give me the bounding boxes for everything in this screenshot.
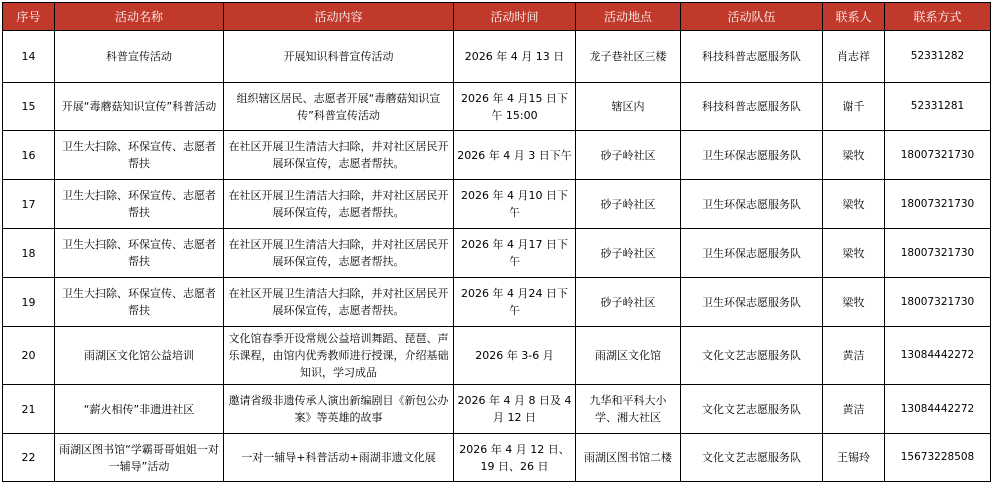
cell-activity-place: 雨湖区图书馆二楼 bbox=[576, 434, 681, 482]
cell-activity-name: 卫生大扫除、环保宣传、志愿者帮扶 bbox=[55, 229, 224, 278]
cell-contact-person: 梁牧 bbox=[823, 131, 885, 180]
cell-activity-time: 2026 年 4 月 8 日及 4 月 12 日 bbox=[454, 385, 576, 434]
header-activity-content: 活动内容 bbox=[224, 3, 454, 31]
cell-no: 22 bbox=[3, 434, 55, 482]
table-row bbox=[3, 278, 991, 327]
table-row bbox=[3, 229, 991, 278]
header-no: 序号 bbox=[3, 3, 55, 31]
cell-no: 14 bbox=[3, 31, 55, 83]
cell-activity-name: “薪火相传”非遗进社区 bbox=[55, 385, 224, 434]
cell-activity-name: 开展“毒蘑菇知识宣传”科普活动 bbox=[55, 83, 224, 131]
cell-contact-person: 梁牧 bbox=[823, 278, 885, 327]
cell-activity-name: 卫生大扫除、环保宣传、志愿者帮扶 bbox=[55, 278, 224, 327]
table-row bbox=[3, 31, 991, 83]
cell-activity-time: 2026 年 4 月24 日下午 bbox=[454, 278, 576, 327]
cell-activity-name: 雨湖区文化馆公益培训 bbox=[55, 327, 224, 385]
cell-no: 15 bbox=[3, 83, 55, 131]
cell-contact-phone: 52331281 bbox=[885, 83, 991, 131]
cell-contact-phone: 52331282 bbox=[885, 31, 991, 83]
cell-activity-team: 文化文艺志愿服务队 bbox=[681, 327, 823, 385]
activity-schedule-table bbox=[2, 2, 991, 482]
header-activity-time: 活动时间 bbox=[454, 3, 576, 31]
header-contact-person: 联系人 bbox=[823, 3, 885, 31]
cell-contact-phone: 18007321730 bbox=[885, 229, 991, 278]
cell-no: 18 bbox=[3, 229, 55, 278]
cell-activity-place: 九华和平科大小学、湘大社区 bbox=[576, 385, 681, 434]
cell-activity-team: 卫生环保志愿服务队 bbox=[681, 229, 823, 278]
cell-activity-name: 雨湖区图书馆“学霸哥哥姐姐一对一辅导”活动 bbox=[55, 434, 224, 482]
cell-no: 21 bbox=[3, 385, 55, 434]
cell-contact-person: 肖志祥 bbox=[823, 31, 885, 83]
table-header-row bbox=[3, 3, 991, 31]
cell-activity-team: 文化文艺志愿服务队 bbox=[681, 385, 823, 434]
table-row bbox=[3, 131, 991, 180]
cell-contact-person: 黄洁 bbox=[823, 385, 885, 434]
cell-activity-time: 2026 年 4 月 12 日、19 日、26 日 bbox=[454, 434, 576, 482]
cell-activity-place: 雨湖区文化馆 bbox=[576, 327, 681, 385]
header-activity-place: 活动地点 bbox=[576, 3, 681, 31]
cell-activity-team: 科技科普志愿服务队 bbox=[681, 31, 823, 83]
cell-activity-time: 2026 年 4 月15 日下午 15:00 bbox=[454, 83, 576, 131]
cell-no: 17 bbox=[3, 180, 55, 229]
cell-contact-person: 梁牧 bbox=[823, 229, 885, 278]
cell-activity-content: 在社区开展卫生清洁大扫除，并对社区居民开展环保宣传，志愿者帮扶。 bbox=[224, 180, 454, 229]
cell-contact-person: 王锡玲 bbox=[823, 434, 885, 482]
cell-activity-time: 2026 年 4 月 13 日 bbox=[454, 31, 576, 83]
cell-activity-name: 科普宣传活动 bbox=[55, 31, 224, 83]
cell-contact-phone: 15673228508 bbox=[885, 434, 991, 482]
cell-contact-phone: 18007321730 bbox=[885, 180, 991, 229]
cell-contact-person: 黄洁 bbox=[823, 327, 885, 385]
cell-activity-place: 辖区内 bbox=[576, 83, 681, 131]
cell-activity-place: 砂子岭社区 bbox=[576, 180, 681, 229]
cell-activity-name: 卫生大扫除、环保宣传、志愿者帮扶 bbox=[55, 131, 224, 180]
cell-activity-team: 卫生环保志愿服务队 bbox=[681, 180, 823, 229]
cell-no: 20 bbox=[3, 327, 55, 385]
cell-no: 19 bbox=[3, 278, 55, 327]
cell-activity-content: 在社区开展卫生清洁大扫除，并对社区居民开展环保宣传，志愿者帮扶。 bbox=[224, 229, 454, 278]
cell-contact-person: 梁牧 bbox=[823, 180, 885, 229]
header-contact-phone: 联系方式 bbox=[885, 3, 991, 31]
header-activity-name: 活动名称 bbox=[55, 3, 224, 31]
cell-activity-place: 砂子岭社区 bbox=[576, 278, 681, 327]
cell-contact-phone: 13084442272 bbox=[885, 327, 991, 385]
table-row bbox=[3, 385, 991, 434]
table-row bbox=[3, 83, 991, 131]
cell-activity-team: 卫生环保志愿服务队 bbox=[681, 278, 823, 327]
cell-contact-phone: 13084442272 bbox=[885, 385, 991, 434]
header-activity-team: 活动队伍 bbox=[681, 3, 823, 31]
cell-activity-time: 2026 年 3-6 月 bbox=[454, 327, 576, 385]
cell-activity-team: 卫生环保志愿服务队 bbox=[681, 131, 823, 180]
cell-activity-team: 文化文艺志愿服务队 bbox=[681, 434, 823, 482]
cell-activity-name: 卫生大扫除、环保宣传、志愿者帮扶 bbox=[55, 180, 224, 229]
table-row bbox=[3, 180, 991, 229]
cell-activity-place: 龙子巷社区三楼 bbox=[576, 31, 681, 83]
cell-contact-phone: 18007321730 bbox=[885, 278, 991, 327]
cell-contact-person: 谢千 bbox=[823, 83, 885, 131]
cell-activity-team: 科技科普志愿服务队 bbox=[681, 83, 823, 131]
table-row bbox=[3, 434, 991, 482]
cell-activity-content: 一对一辅导+科普活动+雨湖非遗文化展 bbox=[224, 434, 454, 482]
cell-activity-time: 2026 年 4 月 3 日下午 bbox=[454, 131, 576, 180]
cell-activity-time: 2026 年 4 月10 日下午 bbox=[454, 180, 576, 229]
cell-contact-phone: 18007321730 bbox=[885, 131, 991, 180]
table-row bbox=[3, 327, 991, 385]
cell-activity-place: 砂子岭社区 bbox=[576, 229, 681, 278]
cell-activity-content: 文化馆春季开设常规公益培训舞蹈、琵琶、声乐课程，由馆内优秀教师进行授课，介绍基础知识，学习成品 bbox=[224, 327, 454, 385]
cell-activity-content: 在社区开展卫生清洁大扫除，并对社区居民开展环保宣传，志愿者帮扶。 bbox=[224, 278, 454, 327]
cell-activity-time: 2026 年 4 月17 日下午 bbox=[454, 229, 576, 278]
cell-activity-content: 邀请省级非遗传承人演出新编剧目《新包公办案》等英雄的故事 bbox=[224, 385, 454, 434]
cell-activity-content: 开展知识科普宣传活动 bbox=[224, 31, 454, 83]
cell-activity-content: 在社区开展卫生清洁大扫除，并对社区居民开展环保宣传，志愿者帮扶。 bbox=[224, 131, 454, 180]
cell-activity-place: 砂子岭社区 bbox=[576, 131, 681, 180]
cell-activity-content: 组织辖区居民、志愿者开展“毒蘑菇知识宣传”科普宣传活动 bbox=[224, 83, 454, 131]
cell-no: 16 bbox=[3, 131, 55, 180]
